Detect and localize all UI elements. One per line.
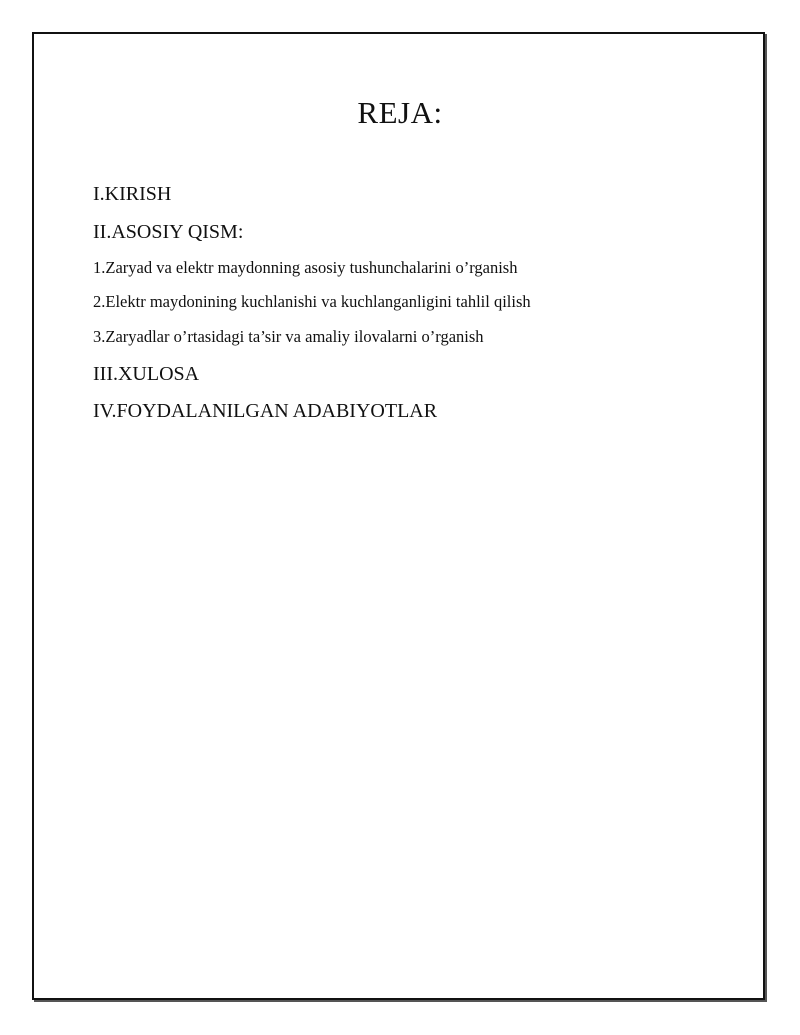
toc-item-asosiy-qism: II.ASOSIY QISM: [93, 221, 244, 243]
toc-item-adabiyotlar: IV.FOYDALANILGAN ADABIYOTLAR [93, 400, 438, 422]
page-title: REJA: [357, 95, 443, 130]
toc-subitem-2: 2.Elektr maydonining kuchlanishi va kuchlanganligini tahlil qilish [93, 292, 531, 311]
toc-subitem-3: 3.Zaryadlar o’rtasidagi ta’sir va amaliy ilovalarni o’rganish [93, 327, 484, 346]
toc-item-kirish: I.KIRISH [93, 183, 172, 205]
toc-item-xulosa: III.XULOSA [93, 363, 200, 385]
page-frame [32, 32, 765, 1000]
toc-subitem-1: 1.Zaryad va elektr maydonning asosiy tushunchalarini o’rganish [93, 258, 518, 277]
